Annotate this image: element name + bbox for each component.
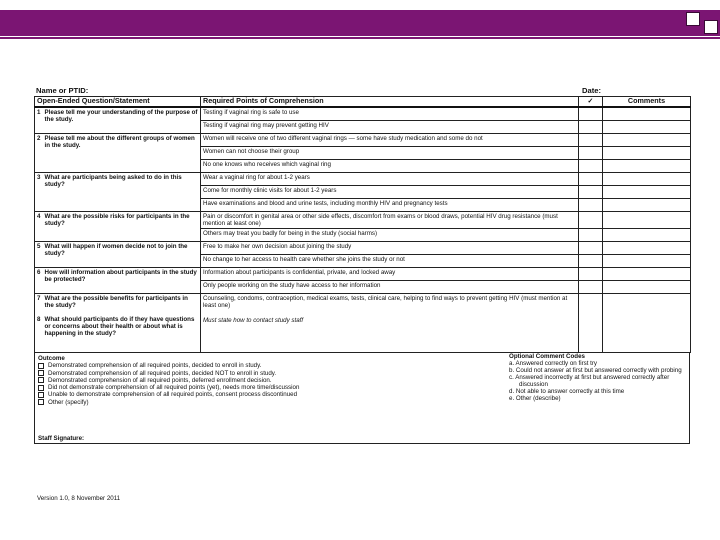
comment-cell[interactable]	[603, 107, 691, 121]
comment-cell[interactable]	[603, 242, 691, 255]
checkbox-icon[interactable]	[38, 392, 44, 398]
outcome-option[interactable]	[38, 370, 508, 377]
comment-cell[interactable]	[603, 294, 691, 353]
question-number: 2	[35, 134, 43, 173]
outcome-option[interactable]	[38, 391, 508, 398]
question-text-label: What are the possible benefits for participants in the study?	[44, 295, 188, 309]
check-cell[interactable]	[579, 107, 603, 121]
question-number: 3	[35, 173, 43, 212]
outcome-option-label: Demonstrated comprehension of all required points, deferred enrollment decision.	[48, 376, 272, 384]
column-header-comments: Comments	[603, 97, 691, 108]
table-row	[35, 173, 691, 186]
name-label: Name or PTID:	[36, 86, 89, 95]
comprehension-point: Women can not choose their group	[201, 147, 579, 160]
comprehension-point: No change to her access to health care whether she joins the study or not	[201, 255, 579, 268]
outcome-option[interactable]	[38, 362, 508, 369]
comment-cell[interactable]	[603, 229, 691, 242]
check-cell[interactable]	[579, 121, 603, 134]
table-row	[35, 107, 691, 121]
comprehension-point: Women will receive one of two different vaginal rings — some have study medication and some do not	[201, 134, 579, 147]
question-number: 1	[35, 107, 43, 134]
staff-signature-label: Staff Signature:	[38, 435, 85, 442]
comment-cell[interactable]	[603, 255, 691, 268]
question-text: What are participants being asked to do in this study?	[43, 173, 201, 212]
comprehension-point: Come for monthly clinic visits for about 1-2 years	[201, 186, 579, 199]
table-row	[35, 294, 691, 353]
comprehension-form	[34, 84, 690, 444]
check-cell[interactable]	[579, 186, 603, 199]
table-row	[35, 212, 691, 229]
comprehension-point: Testing if vaginal ring is safe to use	[201, 107, 579, 121]
question-number-label: 8	[37, 316, 41, 323]
checkbox-icon[interactable]	[38, 363, 44, 369]
comprehension-point: No one knows who receives which vaginal ring	[201, 160, 579, 173]
outcome-option-label: Demonstrated comprehension of all required points, decided to enroll in study.	[48, 362, 262, 370]
table-row	[35, 268, 691, 281]
check-cell[interactable]	[579, 212, 603, 229]
title-bar	[0, 10, 720, 36]
check-cell[interactable]	[579, 147, 603, 160]
checkbox-icon[interactable]	[38, 370, 44, 376]
outcome-title: Outcome	[38, 355, 65, 362]
comment-cell[interactable]	[603, 281, 691, 294]
outcome-section	[34, 353, 690, 444]
comment-cell[interactable]	[603, 199, 691, 212]
question-number	[35, 294, 43, 353]
comment-codes	[509, 353, 689, 402]
comprehension-point-text: Counseling, condoms, contraception, medical exams, tests, clinical care, helping to find ways to prevent getting HIV (must mention at least one)	[203, 295, 568, 309]
outcome-option-label: Other (specify)	[48, 398, 89, 406]
table-header-row	[35, 97, 691, 108]
comprehension-point	[201, 294, 579, 353]
comprehension-point: Only people working on the study have access to her information	[201, 281, 579, 294]
comment-code: b. Could not answer at first but answered correctly with probing	[509, 367, 682, 375]
question-table	[34, 96, 691, 353]
question-text: Please tell me your understanding of the purpose of the study.	[43, 107, 201, 134]
comprehension-point: Testing if vaginal ring may prevent getting HIV	[201, 121, 579, 134]
decorative-square-icon	[686, 12, 700, 26]
title-underline	[0, 37, 720, 39]
table-row	[35, 242, 691, 255]
outcome-option-label: Unable to demonstrate comprehension of all required points, consent process discontinued	[48, 391, 298, 399]
outcome-option-label: Did not demonstrate comprehension of all required points (yet), needs more time/discussion	[48, 384, 300, 392]
outcome-option[interactable]	[38, 399, 508, 406]
comment-cell[interactable]	[603, 186, 691, 199]
column-header-check: ✓	[579, 97, 603, 108]
question-text: What are the possible risks for participants in the study?	[43, 212, 201, 242]
comprehension-point-text: Must state how to contact study staff	[203, 317, 304, 324]
checkbox-icon[interactable]	[38, 377, 44, 383]
question-rows	[35, 107, 691, 353]
comprehension-point: Information about participants is confidential, private, and locked away	[201, 268, 579, 281]
comment-cell[interactable]	[603, 134, 691, 147]
version-text: Version 1.0, 8 November 2011	[37, 495, 121, 502]
comment-codes-title: Optional Comment Codes	[509, 353, 585, 360]
column-header-question: Open-Ended Question/Statement	[35, 97, 201, 108]
comprehension-point: Wear a vaginal ring for about 1-2 years	[201, 173, 579, 186]
checkbox-icon[interactable]	[38, 399, 44, 405]
check-cell[interactable]	[579, 173, 603, 186]
column-header-points: Required Points of Comprehension	[201, 97, 579, 108]
table-row	[35, 134, 691, 147]
comprehension-point: Others may treat you badly for being in the study (social harms)	[201, 229, 579, 242]
check-cell[interactable]	[579, 199, 603, 212]
question-number-label: 7	[37, 295, 41, 302]
check-cell[interactable]	[579, 242, 603, 255]
comment-code: e. Other (describe)	[509, 395, 561, 403]
check-cell[interactable]	[579, 268, 603, 281]
question-number: 5	[35, 242, 43, 268]
comment-cell[interactable]	[603, 173, 691, 186]
question-text: Please tell me about the different groups of women in the study.	[43, 134, 201, 173]
question-number: 6	[35, 268, 43, 294]
comment-cell[interactable]	[603, 212, 691, 229]
date-label: Date:	[582, 86, 601, 95]
question-text-label: What should participants do if they have questions or concerns about their health or about what is happening in the study?	[44, 316, 195, 337]
check-cell[interactable]	[579, 281, 603, 294]
decorative-square-icon	[704, 20, 718, 34]
comment-code: a. Answered correctly on first try	[509, 360, 598, 368]
question-text: What will happen if women decide not to join the study?	[43, 242, 201, 268]
outcome-option-label: Demonstrated comprehension of all required points, decided NOT to enroll in study.	[48, 369, 277, 377]
comment-cell[interactable]	[603, 121, 691, 134]
checkbox-icon[interactable]	[38, 385, 44, 391]
comprehension-point: Pain or discomfort in genital area or other side effects, discomfort from exams or blood draws, potential HIV drug resistance (must mention at least one)	[201, 212, 579, 229]
outcome-option[interactable]	[38, 377, 508, 384]
comment-code: d. Not able to answer correctly at this time	[509, 388, 625, 396]
question-number: 4	[35, 212, 43, 242]
check-cell[interactable]	[579, 294, 603, 353]
question-text	[43, 294, 201, 353]
comment-cell[interactable]	[603, 160, 691, 173]
question-text: How will information about participants in the study be protected?	[43, 268, 201, 294]
comment-code: c. Answered incorrectly at first but answered correctly after discussion	[509, 374, 670, 389]
form-header	[34, 84, 690, 96]
comment-cell[interactable]	[603, 147, 691, 160]
check-cell[interactable]	[579, 229, 603, 242]
outcome-list	[38, 355, 508, 406]
outcome-option[interactable]	[38, 384, 508, 391]
comprehension-point: Have examinations and blood and urine tests, including monthly HIV and pregnancy tests	[201, 199, 579, 212]
check-cell[interactable]	[579, 255, 603, 268]
check-cell[interactable]	[579, 134, 603, 147]
check-cell[interactable]	[579, 160, 603, 173]
comment-cell[interactable]	[603, 268, 691, 281]
comprehension-point: Free to make her own decision about joining the study	[201, 242, 579, 255]
